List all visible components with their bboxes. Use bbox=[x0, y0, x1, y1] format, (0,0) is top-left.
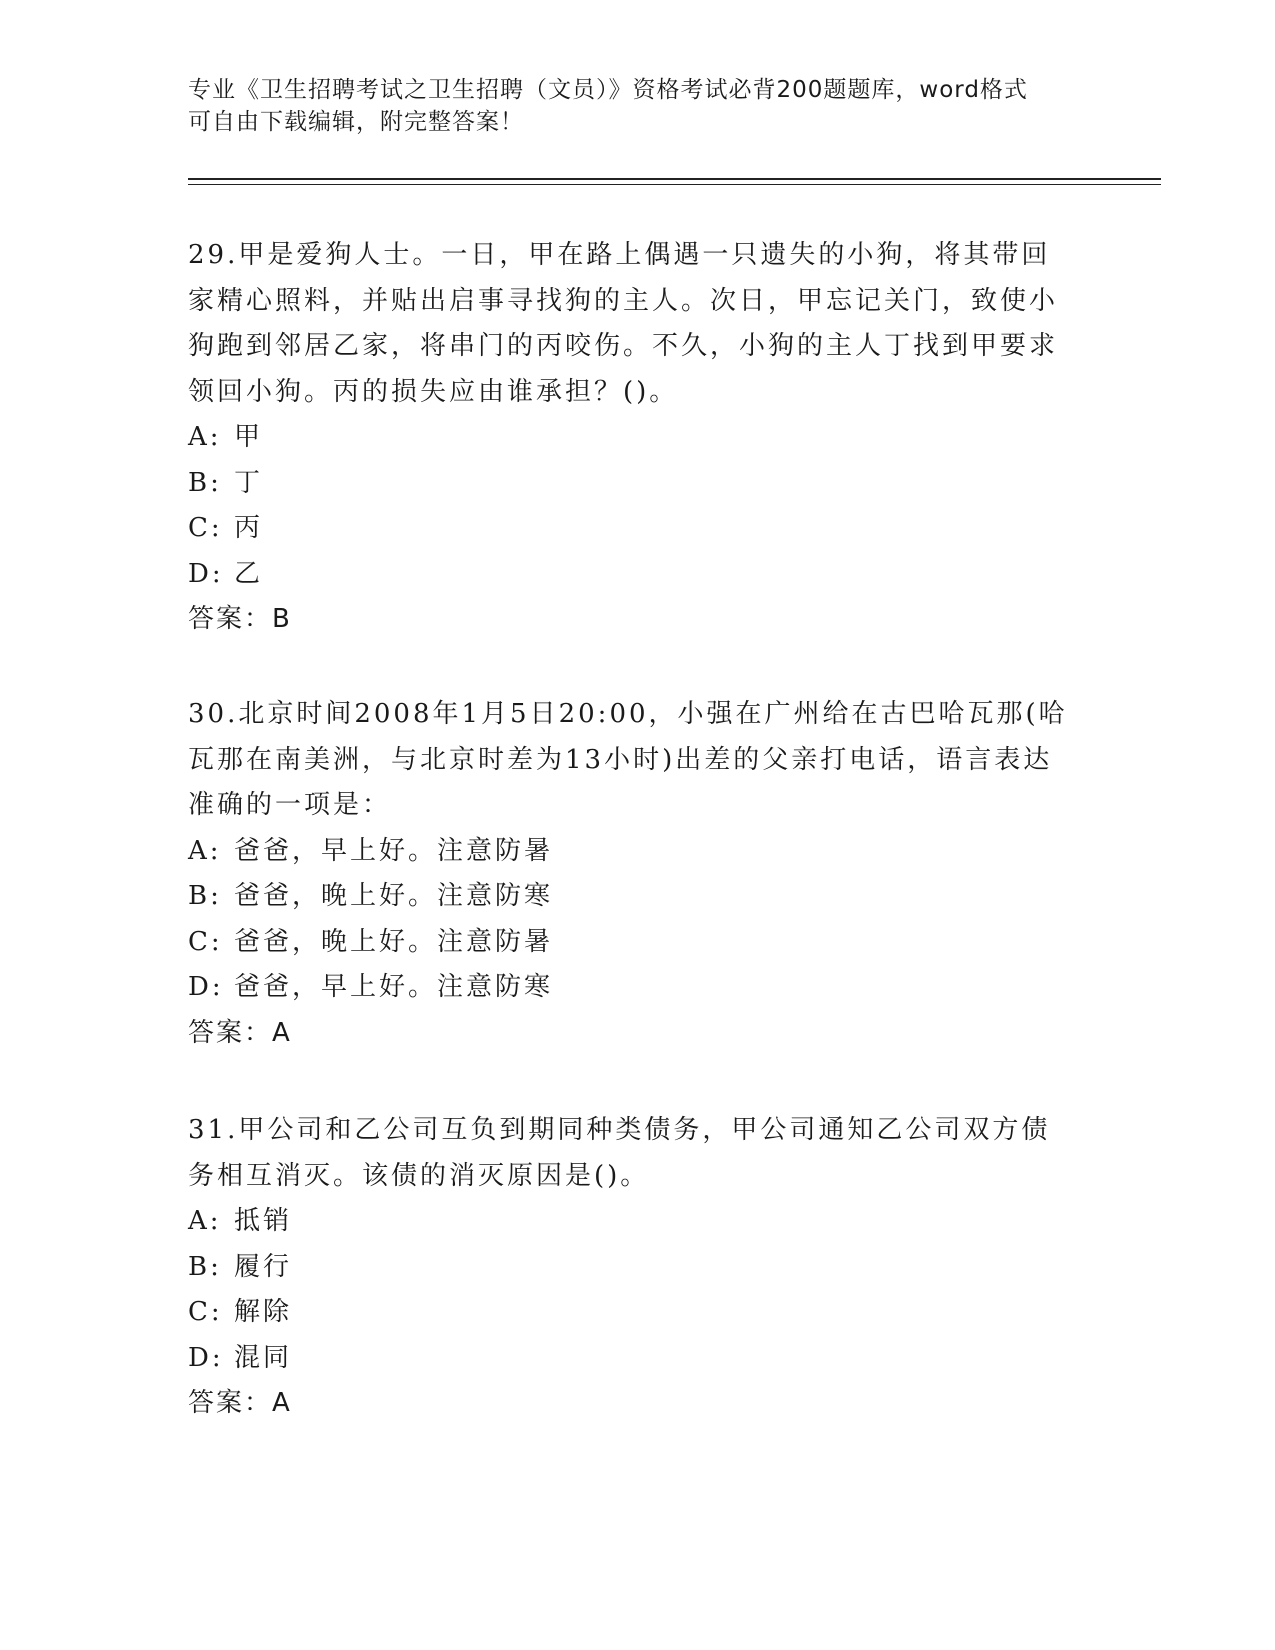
option-text: 爸爸，早上好。注意防寒 bbox=[234, 972, 554, 1002]
option-a bbox=[188, 1199, 1078, 1245]
option-label: C: bbox=[188, 1297, 223, 1327]
option-label: D: bbox=[188, 1342, 224, 1373]
option-label: D: bbox=[188, 972, 224, 1002]
option-label: D: bbox=[188, 558, 224, 589]
option-label: B: bbox=[188, 881, 222, 911]
option-label: C: bbox=[188, 926, 223, 957]
option-label: A: bbox=[188, 422, 222, 452]
header-divider bbox=[188, 178, 1161, 185]
option-b bbox=[188, 874, 1078, 920]
question-stem: 31.甲公司和乙公司互负到期同种类债务，甲公司通知乙公司双方债务相互消灭。该债的消灭原因是()。 bbox=[188, 1115, 1051, 1191]
option-text: 混同 bbox=[234, 1342, 293, 1373]
header-title-line-2: 可自由下载编辑，附完整答案！ bbox=[188, 109, 524, 135]
option-label: C: bbox=[188, 513, 223, 543]
option-a bbox=[188, 829, 1078, 875]
option-d bbox=[188, 552, 1078, 598]
option-text: 爸爸，早上好。注意防暑 bbox=[234, 835, 554, 866]
option-text: 乙 bbox=[234, 558, 264, 589]
option-c bbox=[188, 506, 1078, 552]
question-stem: 29.甲是爱狗人士。一日，甲在路上偶遇一只遗失的小狗，将其带回家精心照料，并贴出启事寻找狗的主人。次日，甲忘记关门，致使小狗跑到邻居乙家，将串门的丙咬伤。不久，小狗的主人丁找到甲要求领回小狗。丙的损失应由谁承担？()。 bbox=[188, 240, 1059, 407]
option-text: 履行 bbox=[234, 1251, 293, 1282]
option-text: 爸爸，晚上好。注意防暑 bbox=[234, 926, 554, 957]
option-label: A: bbox=[188, 835, 222, 866]
option-text: 爸爸，晚上好。注意防寒 bbox=[234, 881, 554, 911]
answer-line: 答案：B bbox=[188, 604, 292, 634]
option-b bbox=[188, 461, 1078, 507]
option-text: 丁 bbox=[234, 467, 264, 498]
question-stem: 30.北京时间2008年1月5日20:00，小强在广州给在古巴哈瓦那(哈瓦那在南美洲，与北京时差为13小时)出差的父亲打电话，语言表达准确的一项是： bbox=[188, 699, 1068, 820]
header-title-line-1: 专业《卫生招聘考试之卫生招聘（文员）》资格考试必背200题题库，word格式 bbox=[188, 77, 1028, 103]
option-label: B: bbox=[188, 467, 222, 498]
option-text: 丙 bbox=[234, 513, 264, 543]
option-c bbox=[188, 1290, 1078, 1336]
question-31 bbox=[188, 1108, 1078, 1427]
option-d bbox=[188, 965, 1078, 1011]
option-text: 解除 bbox=[234, 1297, 293, 1327]
option-text: 抵销 bbox=[234, 1206, 293, 1236]
option-text: 甲 bbox=[234, 422, 264, 452]
option-a bbox=[188, 415, 1078, 461]
option-label: A: bbox=[188, 1206, 222, 1236]
option-d bbox=[188, 1336, 1078, 1382]
question-30 bbox=[188, 692, 1078, 1056]
option-c bbox=[188, 920, 1078, 966]
question-29 bbox=[188, 233, 1078, 643]
answer-line: 答案：A bbox=[188, 1017, 292, 1048]
option-b bbox=[188, 1245, 1078, 1291]
answer-line: 答案：A bbox=[188, 1388, 292, 1418]
option-label: B: bbox=[188, 1251, 222, 1282]
document-header bbox=[188, 74, 1068, 138]
